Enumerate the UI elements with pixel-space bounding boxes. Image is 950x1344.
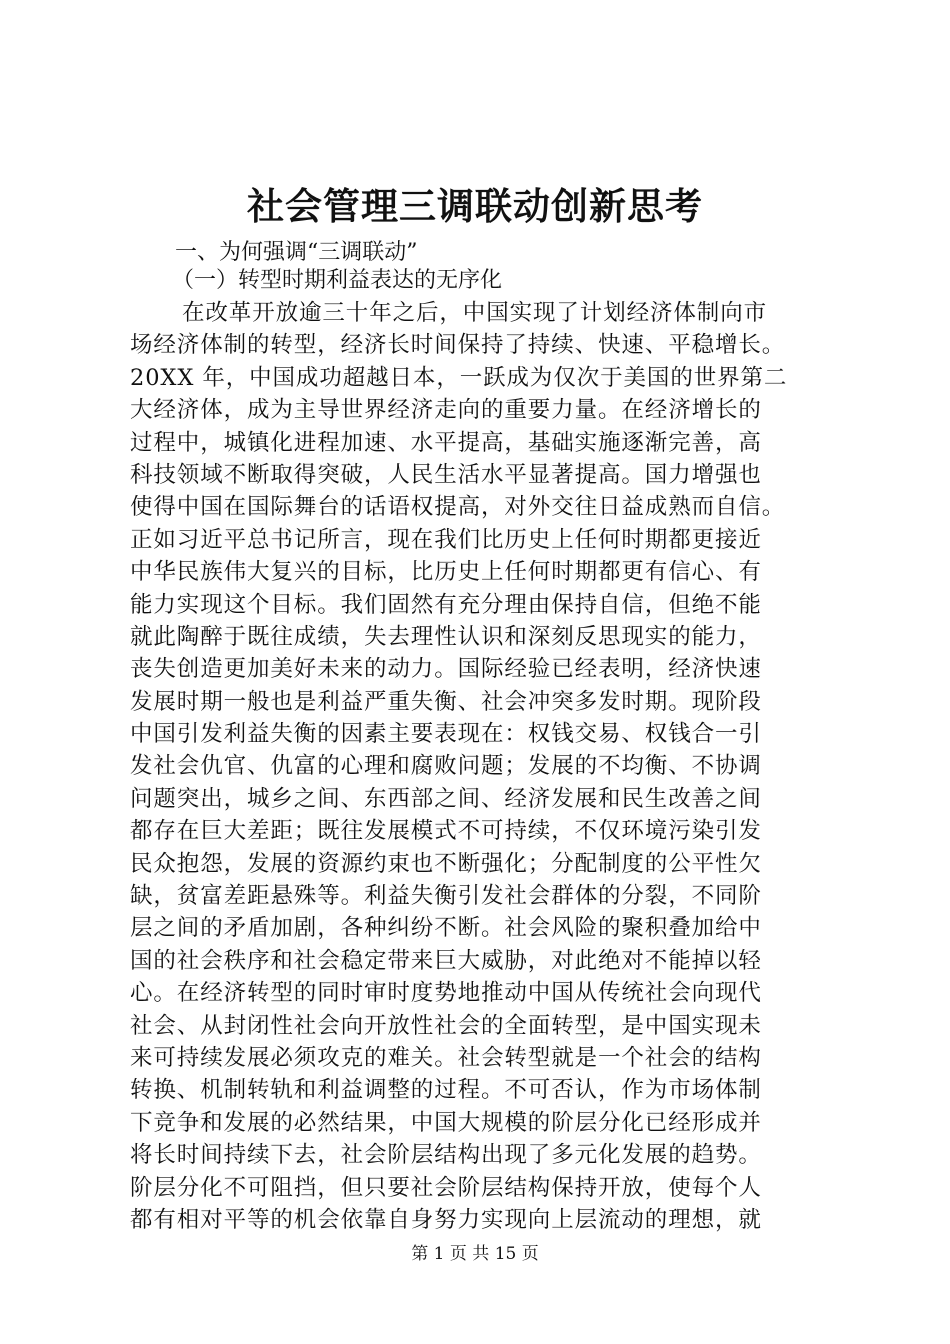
body-line: 大经济体，成为主导世界经济走向的重要力量。在经济增长的 [130, 397, 762, 424]
body-line: 场经济体制的转型，经济长时间保持了持续、快速、平稳增长。 [130, 332, 786, 359]
body-line: 问题突出，城乡之间、东西部之间、经济发展和民生改善之间 [130, 785, 762, 812]
body-line: 民众抱怨，发展的资源约束也不断强化；分配制度的公平性欠 [130, 850, 762, 877]
body-line: 国的社会秩序和社会稳定带来巨大威胁，对此绝对不能掉以轻 [130, 947, 762, 974]
body-line: 就此陶醉于既往成绩，失去理性认识和深刻反思现实的能力， [130, 623, 762, 650]
body-line: 都有相对平等的机会依靠自身努力实现向上层流动的理想，就 [130, 1206, 762, 1233]
body-line: 发社会仇官、仇富的心理和腐败问题；发展的不均衡、不协调 [130, 753, 762, 780]
body-line: 社会、从封闭性社会向开放性社会的全面转型，是中国实现未 [130, 1012, 762, 1039]
body-line: 发展时期一般也是利益严重失衡、社会冲突多发时期。现阶段 [130, 688, 762, 715]
body-line: 都存在巨大差距；既往发展模式不可持续，不仅环境污染引发 [130, 818, 762, 845]
body-line: 来可持续发展必须攻克的难关。社会转型就是一个社会的结构 [130, 1044, 762, 1071]
body-line: 缺，贫富差距悬殊等。利益失衡引发社会群体的分裂，不同阶 [130, 883, 762, 910]
body-line: 转换、机制转轨和利益调整的过程。不可否认，作为市场体制 [130, 1077, 762, 1104]
body-line: 在改革开放逾三十年之后，中国实现了计划经济体制向市 [182, 300, 768, 326]
body-line: 使得中国在国际舞台的话语权提高，对外交往日益成熟而自信。 [130, 494, 786, 521]
body-line: 科技领域不断取得突破，人民生活水平显著提高。国力增强也 [130, 461, 762, 488]
body-line: 中华民族伟大复兴的目标，比历史上任何时期都更有信心、有 [130, 559, 762, 586]
body-line: 层之间的矛盾加剧，各种纠纷不断。社会风险的聚积叠加给中 [130, 915, 762, 942]
body-line: 20XX 年，中国成功超越日本，一跃成为仅次于美国的世界第二 [130, 364, 788, 391]
body-line: 心。在经济转型的同时审时度势地推动中国从传统社会向现代 [130, 980, 762, 1007]
body-line: 丧失创造更加美好未来的动力。国际经验已经表明，经济快速 [130, 656, 762, 683]
body-line: 能力实现这个目标。我们固然有充分理由保持自信，但绝不能 [130, 591, 762, 618]
body-line: 下竞争和发展的必然结果，中国大规模的阶层分化已经形成并 [130, 1109, 762, 1136]
section-heading: 一、为何强调“三调联动” [175, 240, 418, 265]
document-title: 社会管理三调联动创新思考 [247, 184, 703, 228]
body-line: 阶层分化不可阻挡，但只要社会阶层结构保持开放，使每个人 [130, 1174, 762, 1201]
body-paragraph [130, 297, 830, 1236]
body-line: 过程中，城镇化进程加速、水平提高，基础实施逐渐完善，高 [130, 429, 762, 456]
body-line: 中国引发利益失衡的因素主要表现在：权钱交易、权钱合一引 [130, 721, 762, 748]
body-line: 将长时间持续下去，社会阶层结构出现了多元化发展的趋势。 [130, 1142, 762, 1169]
subsection-heading: （一）转型时期利益表达的无序化 [172, 268, 503, 293]
body-line: 正如习近平总书记所言，现在我们比历史上任何时期都更接近 [130, 526, 762, 553]
page-footer: 第 1 页 共 15 页 [411, 1244, 539, 1264]
